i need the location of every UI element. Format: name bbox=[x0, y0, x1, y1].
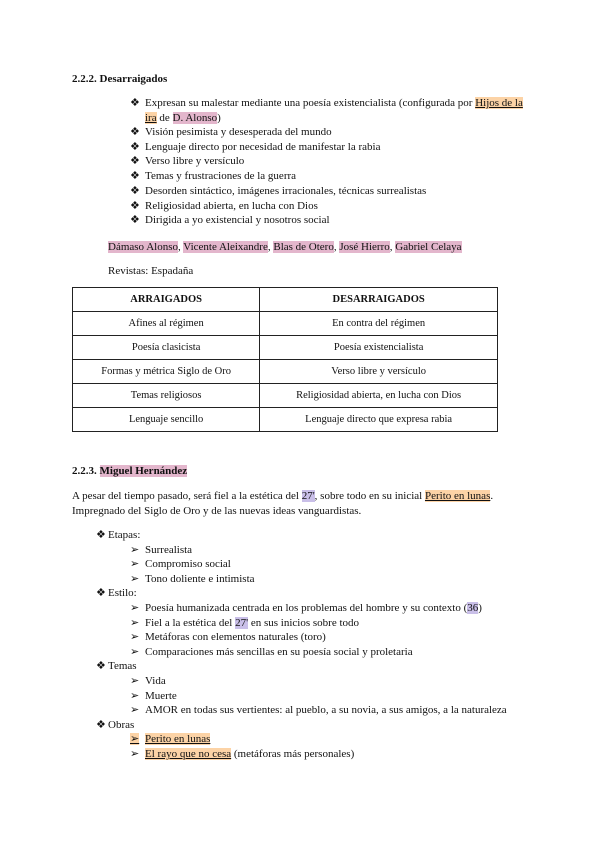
text: Verso libre y versículo bbox=[145, 155, 245, 168]
table-cell: Poesía clasicista bbox=[73, 336, 260, 360]
section-heading bbox=[72, 464, 187, 478]
text: ) bbox=[478, 602, 482, 614]
table-cell: En contra del régimen bbox=[260, 312, 498, 336]
arrow bbox=[130, 645, 139, 659]
bullet-text bbox=[145, 184, 426, 198]
bullet-icon: ❖ bbox=[96, 660, 106, 673]
arrow bbox=[130, 543, 139, 557]
arrow bbox=[130, 747, 139, 761]
table-cell: Lenguaje sencillo bbox=[73, 408, 260, 432]
arrow-icon: ➢ bbox=[130, 689, 140, 702]
table-cell: Poesía existencialista bbox=[260, 336, 498, 360]
text: Religiosidad abierta, en lucha con Dios bbox=[145, 199, 318, 212]
bullet bbox=[130, 199, 140, 213]
bullet-text bbox=[145, 199, 318, 213]
table-cell: Lenguaje directo que expresa rabia bbox=[260, 408, 498, 432]
text: AMOR en todas sus vertientes: al pueblo, a su novia, a sus amigos, a la naturaleza bbox=[145, 704, 507, 717]
authors-line bbox=[108, 240, 462, 254]
sub-item bbox=[145, 674, 166, 688]
bullet-text bbox=[145, 154, 244, 168]
bullet-icon: ❖ bbox=[130, 199, 140, 212]
bullet bbox=[130, 169, 140, 183]
header-cell: DESARRAIGADOS bbox=[260, 288, 498, 312]
table-cell: Afines al régimen bbox=[73, 312, 260, 336]
t: , sobre todo en su inicial bbox=[314, 490, 425, 502]
paragraph bbox=[72, 489, 493, 503]
bullet-icon: ❖ bbox=[130, 140, 140, 153]
bullet-icon: ❖ bbox=[130, 214, 140, 227]
work-highlight: Perito en lunas bbox=[145, 733, 211, 746]
sub-item bbox=[145, 557, 231, 571]
bullet-text bbox=[145, 96, 523, 110]
sub-item bbox=[145, 572, 255, 586]
text: Expresan su malestar mediante una poesía existencialista (configurada por bbox=[145, 97, 476, 109]
bullet-icon: ❖ bbox=[130, 155, 140, 168]
text: Vida bbox=[145, 675, 166, 687]
bullet-icon: ❖ bbox=[130, 126, 140, 138]
sub-item bbox=[145, 747, 354, 761]
arrow bbox=[130, 616, 139, 630]
arrow-icon: ➢ bbox=[130, 543, 140, 556]
text: de bbox=[156, 112, 173, 124]
arrow bbox=[130, 630, 139, 644]
bullet-icon: ❖ bbox=[130, 170, 140, 183]
sep: , bbox=[267, 241, 274, 253]
arrow-icon: ➢ bbox=[130, 733, 140, 746]
bullet-icon: ❖ bbox=[96, 529, 106, 541]
bullet bbox=[130, 184, 140, 198]
text: Lenguaje directo por necesidad de manifestar la rabia bbox=[145, 140, 381, 153]
sub-item bbox=[145, 543, 192, 557]
work-highlight: ira bbox=[145, 112, 157, 124]
list-item bbox=[108, 659, 137, 673]
hl: 27' bbox=[301, 490, 315, 502]
text: Etapas: bbox=[108, 529, 141, 541]
author: Blas de Otero bbox=[273, 241, 334, 253]
hl: 36 bbox=[467, 602, 479, 614]
bullet-text bbox=[145, 125, 332, 139]
text: Obras bbox=[108, 718, 135, 731]
author: José Hierro bbox=[339, 241, 390, 253]
text: Estilo: bbox=[108, 587, 137, 600]
bullet bbox=[96, 528, 106, 542]
table-cell: Formas y métrica Siglo de Oro bbox=[73, 360, 260, 384]
arrow-icon: ➢ bbox=[130, 704, 140, 717]
bullet bbox=[130, 213, 140, 227]
text: en sus inicios sobre todo bbox=[248, 616, 360, 629]
paragraph: Impregnado del Siglo de Oro y de las nuevas ideas vanguardistas. bbox=[72, 505, 362, 517]
bullet-text bbox=[145, 213, 330, 227]
bullet bbox=[130, 140, 140, 154]
arrow-icon: ➢ bbox=[130, 645, 140, 658]
text: Temas bbox=[108, 660, 137, 673]
table-row bbox=[73, 408, 498, 432]
text: ) bbox=[217, 112, 221, 124]
arrow-icon: ➢ bbox=[130, 631, 140, 644]
sub-item bbox=[145, 689, 177, 703]
bullet-text bbox=[145, 140, 380, 154]
bullet-icon: ❖ bbox=[96, 718, 106, 731]
text: Compromiso social bbox=[145, 558, 231, 571]
arrow bbox=[130, 732, 139, 746]
sep: , bbox=[333, 241, 340, 253]
work-highlight: Hijos de la bbox=[475, 97, 523, 109]
t: A pesar del tiempo pasado, será fiel a la estética del bbox=[72, 490, 302, 502]
sep: , bbox=[389, 241, 396, 253]
arrow bbox=[130, 557, 139, 571]
title: Miguel Hernández bbox=[99, 465, 188, 477]
text: Visión pesimista y desesperada del mundo bbox=[145, 126, 332, 138]
arrow-icon: ➢ bbox=[130, 572, 140, 585]
author: Vicente Aleixandre bbox=[183, 241, 268, 253]
sub-item bbox=[145, 645, 413, 659]
table-row bbox=[73, 384, 498, 408]
table-row bbox=[73, 360, 498, 384]
author: Dámaso Alonso bbox=[108, 241, 178, 253]
arrow-icon: ➢ bbox=[130, 616, 140, 629]
bullet bbox=[96, 659, 106, 673]
bullet bbox=[96, 586, 106, 600]
list-item bbox=[108, 528, 140, 542]
text: Muerte bbox=[145, 689, 177, 702]
bullet-icon: ❖ bbox=[96, 587, 106, 600]
text: Temas y frustraciones de la guerra bbox=[145, 170, 297, 183]
sub-item bbox=[145, 616, 359, 630]
arrow bbox=[130, 689, 139, 703]
list-item bbox=[108, 718, 134, 732]
table-cell: Temas religiosos bbox=[73, 384, 260, 408]
hl: 27' bbox=[235, 616, 249, 629]
text: Fiel a la estética del bbox=[145, 616, 236, 629]
text: Comparaciones más sencillas en su poesía social y proletaria bbox=[145, 645, 413, 658]
revistas: Revistas: Espadaña bbox=[108, 265, 194, 277]
text: Poesía humanizada centrada en los problemas del hombre y su contexto ( bbox=[145, 602, 468, 614]
author: Gabriel Celaya bbox=[395, 241, 462, 253]
arrow-icon: ➢ bbox=[130, 748, 140, 760]
sub-item bbox=[145, 703, 507, 717]
text: Dirigida a yo existencial y nosotros social bbox=[145, 214, 330, 227]
sub-item bbox=[145, 732, 210, 746]
arrow bbox=[130, 601, 139, 615]
text: Desorden sintáctico, imágenes irracionales, técnicas surrealistas bbox=[145, 184, 427, 197]
text: Surrealista bbox=[145, 543, 193, 556]
work-highlight: Perito en lunas bbox=[424, 490, 491, 502]
work-highlight: El rayo que no cesa bbox=[145, 748, 232, 760]
arrow bbox=[130, 703, 139, 717]
bullet-text bbox=[145, 169, 296, 183]
t: . bbox=[490, 490, 494, 502]
bullet-text-cont bbox=[145, 111, 221, 125]
bullet bbox=[130, 154, 140, 168]
sep: , bbox=[177, 241, 184, 253]
comparison-table bbox=[72, 287, 498, 432]
text: Tono doliente e intimista bbox=[145, 572, 255, 585]
table-row bbox=[73, 312, 498, 336]
arrow-icon: ➢ bbox=[130, 558, 140, 571]
sub-item bbox=[145, 630, 326, 644]
arrow bbox=[130, 674, 139, 688]
text: (metáforas más personales) bbox=[231, 748, 355, 760]
arrow-icon: ➢ bbox=[130, 675, 140, 687]
author-highlight: D. Alonso bbox=[172, 112, 218, 124]
text: Metáforas con elementos naturales (toro) bbox=[145, 631, 326, 644]
section-heading: 2.2.2. Desarraigados bbox=[72, 73, 168, 85]
table-cell: Verso libre y versículo bbox=[260, 360, 498, 384]
table-row bbox=[73, 336, 498, 360]
bullet-icon: ❖ bbox=[130, 184, 140, 197]
arrow-icon: ➢ bbox=[130, 602, 140, 614]
bullet bbox=[130, 125, 140, 139]
table-cell: Religiosidad abierta, en lucha con Dios bbox=[260, 384, 498, 408]
bullet-icon: ❖ bbox=[130, 97, 140, 109]
bullet bbox=[96, 718, 106, 732]
arrow bbox=[130, 572, 139, 586]
header-cell: ARRAIGADOS bbox=[73, 288, 260, 312]
list-item bbox=[108, 586, 137, 600]
num: 2.2.3. bbox=[72, 465, 100, 477]
sub-item bbox=[145, 601, 482, 615]
